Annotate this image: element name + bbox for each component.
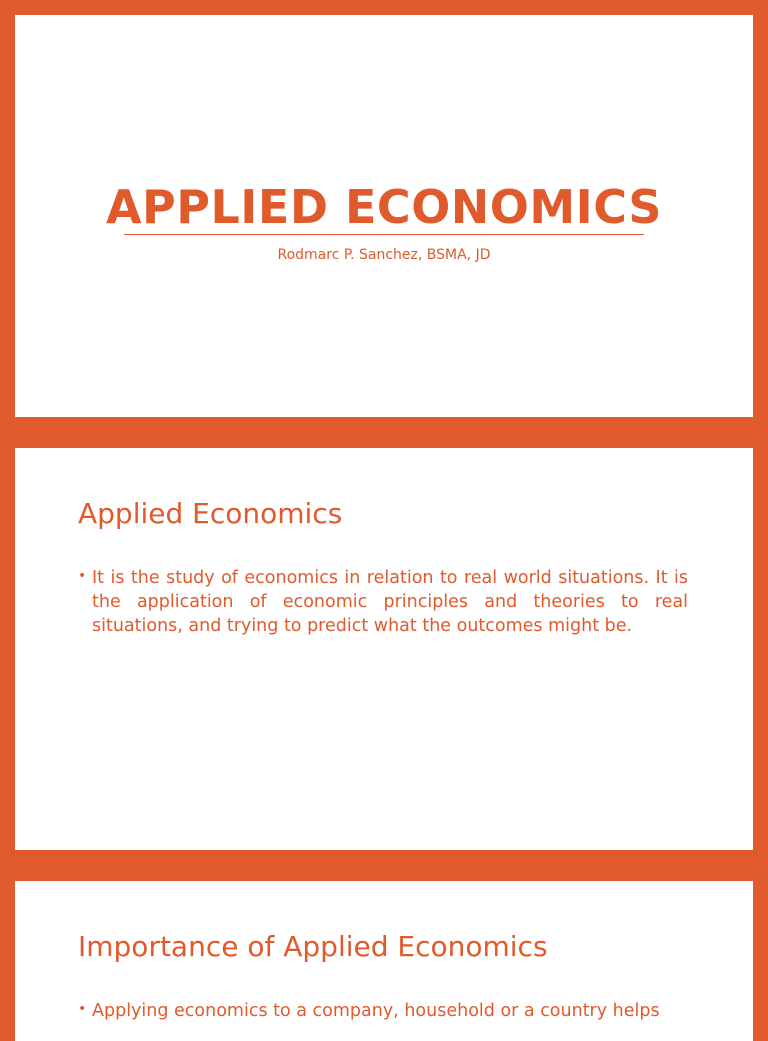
presentation-author: Rodmarc P. Sanchez, BSMA, JD bbox=[277, 247, 491, 263]
bullet-text: It is the study of economics in relation to real world situations. It is the application of economic principles and theories to real situations, and trying to predict what the outcomes might be. bbox=[92, 568, 688, 636]
slide-importance bbox=[15, 881, 753, 1041]
bullet-item bbox=[78, 566, 688, 638]
bullet-icon: • bbox=[78, 1001, 87, 1017]
bullet-list bbox=[78, 999, 688, 1023]
bullet-icon: • bbox=[78, 568, 87, 584]
bullet-item bbox=[78, 999, 688, 1023]
title-underline bbox=[124, 234, 644, 235]
slide-heading: Importance of Applied Economics bbox=[78, 930, 548, 963]
slide-heading: Applied Economics bbox=[78, 497, 343, 530]
title-slide bbox=[15, 15, 753, 417]
bullet-list bbox=[78, 566, 688, 638]
presentation-title: APPLIED ECONOMICS bbox=[105, 180, 663, 234]
slide-applied-economics bbox=[15, 448, 753, 850]
bullet-text: Applying economics to a company, household or a country helps bbox=[92, 1001, 660, 1021]
